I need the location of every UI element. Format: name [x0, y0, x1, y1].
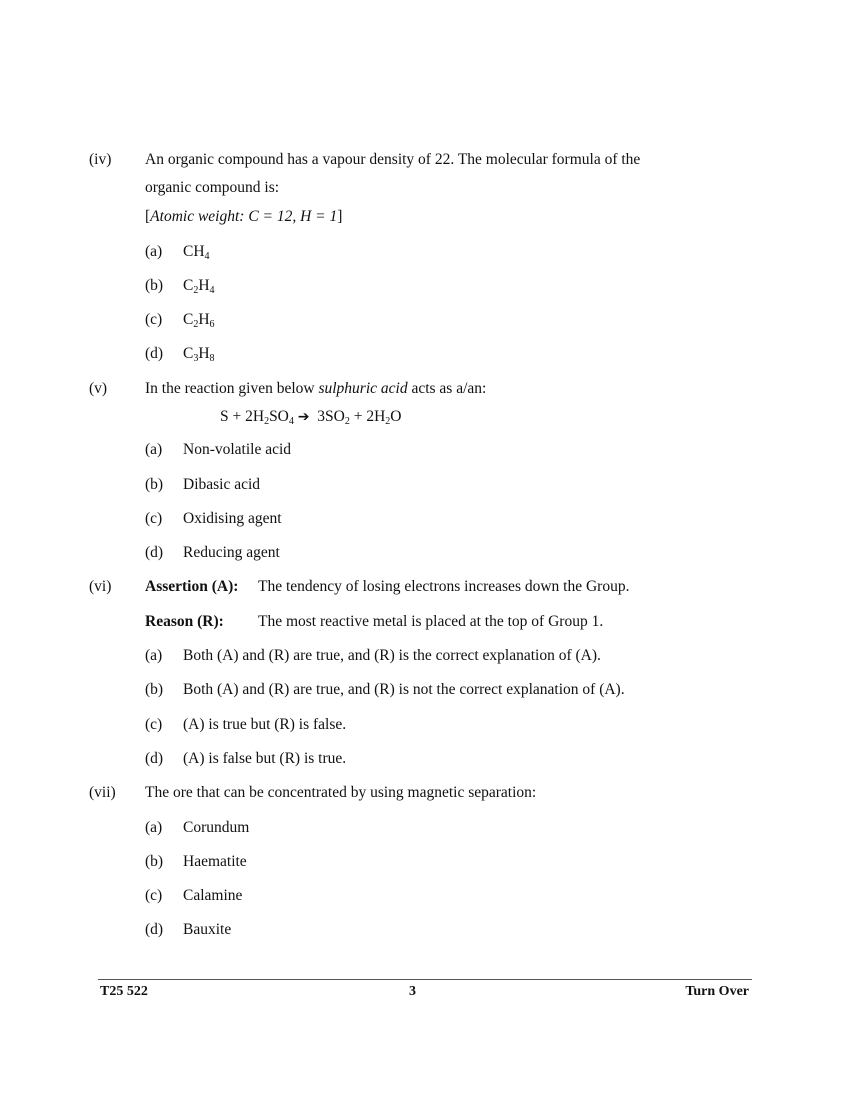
option-label: (a): [145, 243, 163, 260]
question-number: (iv): [89, 151, 112, 168]
option-text: Non-volatile acid: [183, 441, 292, 458]
footer-rule: [98, 979, 752, 980]
option-formula: $C_3H_8$: [183, 345, 215, 364]
option-label: (a): [145, 441, 163, 458]
chemical-equation: $S + 2H_2SO_4$ ➔ $3SO_2 + 2H_2O$: [220, 408, 402, 427]
arrow-icon: ➔: [297, 409, 310, 425]
question-text: organic compound is:: [145, 179, 280, 196]
option-text: (A) is false but (R) is true.: [183, 750, 347, 767]
assertion-text: The tendency of losing electrons increases down the Group.: [258, 578, 630, 595]
reason-label: Reason (R):: [145, 613, 224, 630]
option-label: (a): [145, 647, 163, 664]
paper-code: T25 522: [100, 984, 148, 999]
option-text: (A) is true but (R) is false.: [183, 716, 347, 733]
option-text: Both (A) and (R) are true, and (R) is the correct explanation of (A).: [183, 647, 601, 664]
option-label: (d): [145, 544, 164, 561]
question-text: An organic compound has a vapour density of 22. The molecular formula of the: [145, 151, 641, 168]
question-text: The ore that can be concentrated by using magnetic separation:: [145, 784, 537, 801]
option-formula: $C_2H_6$: [183, 311, 215, 330]
option-label: (c): [145, 716, 163, 733]
option-text: Corundum: [183, 819, 250, 836]
reason-text: The most reactive metal is placed at the top of Group 1.: [258, 613, 604, 630]
option-label: (a): [145, 819, 163, 836]
option-label: (b): [145, 681, 164, 698]
option-label: (d): [145, 750, 164, 767]
option-label: (c): [145, 311, 163, 328]
option-label: (b): [145, 476, 164, 493]
question-number: (v): [89, 380, 108, 397]
option-text: Oxidising agent: [183, 510, 282, 527]
option-label: (d): [145, 345, 164, 362]
question-number: (vii): [89, 784, 116, 801]
option-text: Reducing agent: [183, 544, 280, 561]
question-text: In the reaction given below sulphuric acid acts as a/an:: [145, 380, 487, 397]
assertion-label: Assertion (A):: [145, 578, 239, 595]
option-text: Dibasic acid: [183, 476, 261, 493]
turn-over-label: Turn Over: [685, 984, 749, 999]
option-text: Haematite: [183, 853, 247, 870]
page-number: 3: [409, 984, 416, 999]
option-text: Bauxite: [183, 921, 232, 938]
option-formula: $CH_4$: [183, 243, 210, 262]
option-label: (c): [145, 510, 163, 527]
option-label: (b): [145, 853, 164, 870]
option-label: (c): [145, 887, 163, 904]
option-label: (d): [145, 921, 164, 938]
question-number: (vi): [89, 578, 112, 595]
atomic-weight-note: [Atomic weight: C = 12, H = 1]: [145, 208, 343, 225]
option-formula: $C_2H_4$: [183, 277, 215, 296]
option-text: Both (A) and (R) are true, and (R) is not the correct explanation of (A).: [183, 681, 625, 698]
option-label: (b): [145, 277, 164, 294]
option-text: Calamine: [183, 887, 243, 904]
